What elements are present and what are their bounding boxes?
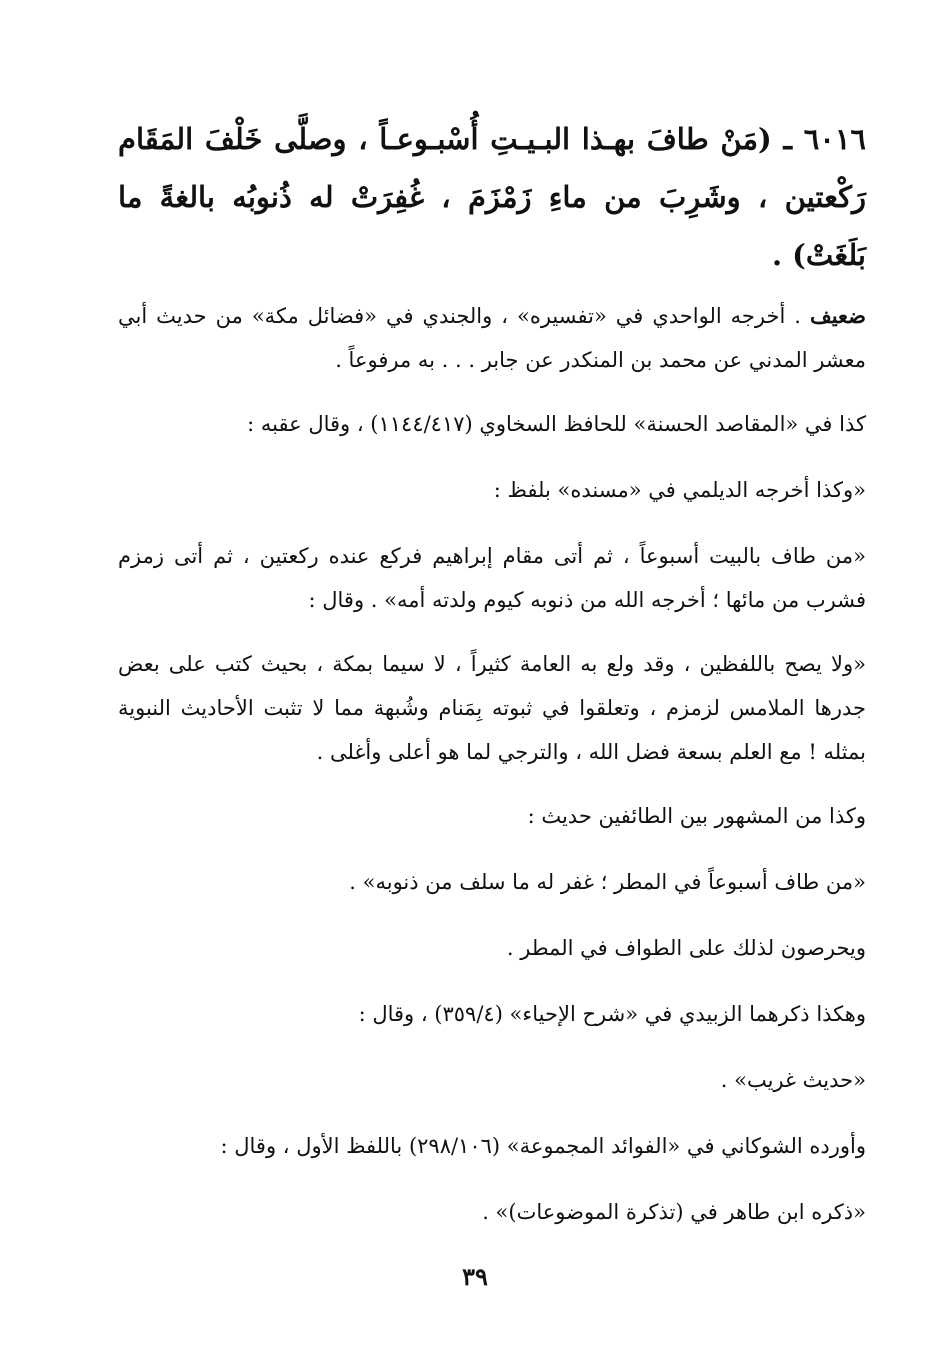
paragraph-rain-practice: ويحرصون لذلك على الطواف في المطر . (506, 936, 866, 960)
paragraph-rain-hadith: «من طاف أسبوعاً في المطر ؛ غفر له ما سلف من ذنوبه» . (349, 870, 866, 894)
paragraph-ibn-tahir: «ذكره ابن طاهر في (تذكرة الموضوعات)» . (482, 1200, 866, 1224)
hadith-text: ٦٠١٦ ـ (مَنْ طافَ بهـذا البـيـتِ أُسْبـوعـاً ، وصلَّى خَلْفَ المَقَام رَكْعتين ، وشَرِبَ من ماءِ زَمْزَمَ ، غُفِرَتْ له ذُنوبُه بالغةً ما بَلَغَتْ) . (118, 122, 866, 272)
paragraph-grading (118, 294, 866, 382)
paragraph-zabidi: وهكذا ذكرهما الزبيدي في «شرح الإحياء» (٣٥٩/٤) ، وقال : (358, 1002, 866, 1026)
paragraph-daylami: «وكذا أخرجه الديلمي في «مسنده» بلفظ : (493, 478, 866, 502)
paragraph-famous-hadith: وكذا من المشهور بين الطائفين حديث : (527, 804, 866, 828)
paragraph-quote-2: «ولا يصح باللفظين ، وقد ولع به العامة كثيراً ، لا سيما بمكة ، بحيث كتب على بعض جدرها الملامس لزمزم ، وتعلقوا في ثبوته بِمَنام وشُبهة مما لا تثبت الأحاديث النبوية بمثله ! مع العلم بسعة فضل الله ، والترجي لما هو أعلى وأغلى . (118, 652, 866, 764)
paragraph-gharib: «حديث غريب» . (720, 1068, 866, 1092)
page-content (118, 110, 866, 1256)
page-number: ٣٩ (462, 1262, 488, 1291)
paragraph-quote-1: «من طاف بالبيت أسبوعاً ، ثم أتى مقام إبراهيم فركع عنده ركعتين ، ثم أتى زمزم فشرب من مائها ؛ أخرجه الله من ذنوبه كيوم ولدته أمه» . وقال : (118, 544, 866, 612)
paragraph-shawkani: وأورده الشوكاني في «الفوائد المجموعة» (٢٩٨/١٠٦) باللفظ الأول ، وقال : (220, 1134, 866, 1158)
grading-label: ضعيف (809, 303, 866, 328)
paragraph-source-sakhawi: كذا في «المقاصد الحسنة» للحافظ السخاوي (١١٤٤/٤١٧) ، وقال عقبه : (247, 412, 866, 436)
grading-text: . أخرجه الواحدي في «تفسيره» ، والجندي في «فضائل مكة» من حديث أبي معشر المدني عن محمد بن المنكدر عن جابر . . . به مرفوعاً . (118, 304, 866, 372)
